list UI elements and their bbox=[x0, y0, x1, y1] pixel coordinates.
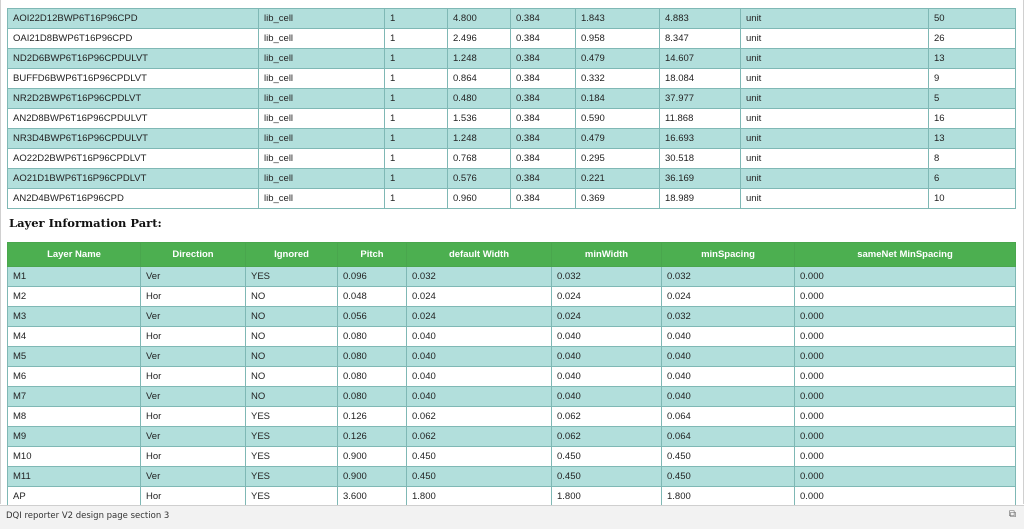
table-cell: Ver bbox=[141, 267, 246, 287]
table-cell: M4 bbox=[8, 327, 141, 347]
table-cell: 0.062 bbox=[407, 427, 552, 447]
table-cell: 1 bbox=[385, 109, 448, 129]
table-cell: 0.024 bbox=[552, 307, 662, 327]
table-cell: BUFFD6BWP6T16P96CPDLVT bbox=[8, 69, 259, 89]
table-cell: 11.868 bbox=[660, 109, 741, 129]
table-cell: 0.384 bbox=[511, 189, 576, 209]
table-cell: Hor bbox=[141, 287, 246, 307]
table-cell: lib_cell bbox=[259, 9, 385, 29]
table-cell: 0.900 bbox=[338, 447, 407, 467]
table-cell: 0.096 bbox=[338, 267, 407, 287]
table-cell: YES bbox=[246, 467, 338, 487]
table-cell: 0.024 bbox=[407, 307, 552, 327]
table-cell: Ver bbox=[141, 427, 246, 447]
table-cell: 0.040 bbox=[407, 387, 552, 407]
table-cell: 0.384 bbox=[511, 49, 576, 69]
table-cell: 0.064 bbox=[662, 407, 795, 427]
table-cell: 0.040 bbox=[662, 387, 795, 407]
cell-row bbox=[8, 129, 1016, 149]
table-cell: 5 bbox=[929, 89, 1016, 109]
table-cell: 0.000 bbox=[795, 347, 1016, 367]
table-cell: NO bbox=[246, 287, 338, 307]
layer-row bbox=[8, 387, 1016, 407]
table-cell: 0.450 bbox=[552, 467, 662, 487]
table-cell: 0.384 bbox=[511, 149, 576, 169]
table-cell: 0.032 bbox=[552, 267, 662, 287]
column-header: minSpacing bbox=[662, 243, 795, 267]
table-cell: 0.958 bbox=[576, 29, 660, 49]
table-cell: NO bbox=[246, 307, 338, 327]
table-cell: unit bbox=[741, 89, 929, 109]
layer-row bbox=[8, 327, 1016, 347]
table-cell: 0.062 bbox=[552, 427, 662, 447]
table-cell: unit bbox=[741, 149, 929, 169]
table-cell: AN2D8BWP6T16P96CPDULVT bbox=[8, 109, 259, 129]
table-cell: 0.000 bbox=[795, 487, 1016, 507]
table-cell: Hor bbox=[141, 327, 246, 347]
table-cell: unit bbox=[741, 129, 929, 149]
table-cell: 0.450 bbox=[552, 447, 662, 467]
table-cell: M5 bbox=[8, 347, 141, 367]
table-cell: 0.048 bbox=[338, 287, 407, 307]
table-cell: 1 bbox=[385, 169, 448, 189]
table-cell: 0.479 bbox=[576, 49, 660, 69]
table-cell: 3.600 bbox=[338, 487, 407, 507]
table-cell: 30.518 bbox=[660, 149, 741, 169]
table-cell: NR3D4BWP6T16P96CPDULVT bbox=[8, 129, 259, 149]
table-cell: 8.347 bbox=[660, 29, 741, 49]
table-cell: OAI21D8BWP6T16P96CPD bbox=[8, 29, 259, 49]
table-cell: 0.000 bbox=[795, 327, 1016, 347]
table-cell: 0.864 bbox=[448, 69, 511, 89]
table-cell: lib_cell bbox=[259, 129, 385, 149]
table-cell: 0.000 bbox=[795, 407, 1016, 427]
table-cell: 1.800 bbox=[407, 487, 552, 507]
table-cell: AN2D4BWP6T16P96CPD bbox=[8, 189, 259, 209]
table-cell: 0.384 bbox=[511, 89, 576, 109]
status-text: DQI reporter V2 design page section 3 bbox=[6, 511, 170, 521]
cell-usage-table bbox=[7, 8, 1016, 209]
table-header-row bbox=[8, 243, 1016, 267]
layer-row bbox=[8, 307, 1016, 327]
table-cell: NR2D2BWP6T16P96CPDLVT bbox=[8, 89, 259, 109]
table-cell: 0.024 bbox=[407, 287, 552, 307]
table-cell: 1 bbox=[385, 9, 448, 29]
table-cell: AP bbox=[8, 487, 141, 507]
table-cell: unit bbox=[741, 109, 929, 129]
table-cell: 0.080 bbox=[338, 387, 407, 407]
table-cell: unit bbox=[741, 29, 929, 49]
table-cell: lib_cell bbox=[259, 189, 385, 209]
table-cell: 4.800 bbox=[448, 9, 511, 29]
table-cell: 50 bbox=[929, 9, 1016, 29]
table-cell: Hor bbox=[141, 407, 246, 427]
table-cell: 36.169 bbox=[660, 169, 741, 189]
table-cell: 1 bbox=[385, 49, 448, 69]
table-cell: lib_cell bbox=[259, 109, 385, 129]
table-cell: 0.064 bbox=[662, 427, 795, 447]
table-cell: lib_cell bbox=[259, 49, 385, 69]
table-cell: 0.126 bbox=[338, 427, 407, 447]
table-cell: 0.384 bbox=[511, 9, 576, 29]
table-cell: lib_cell bbox=[259, 149, 385, 169]
table-cell: 0.032 bbox=[662, 307, 795, 327]
layer-row bbox=[8, 407, 1016, 427]
table-cell: Ver bbox=[141, 347, 246, 367]
table-cell: 1.800 bbox=[552, 487, 662, 507]
table-cell: 1 bbox=[385, 89, 448, 109]
table-cell: M8 bbox=[8, 407, 141, 427]
table-cell: 0.040 bbox=[662, 347, 795, 367]
status-bar bbox=[0, 505, 1024, 529]
column-header: Pitch bbox=[338, 243, 407, 267]
resize-grip-icon[interactable]: ⧉ bbox=[1008, 509, 1016, 520]
table-cell: 1.248 bbox=[448, 49, 511, 69]
layer-row bbox=[8, 367, 1016, 387]
table-cell: 0.000 bbox=[795, 287, 1016, 307]
table-cell: 13 bbox=[929, 129, 1016, 149]
table-cell: 14.607 bbox=[660, 49, 741, 69]
table-cell: 0.384 bbox=[511, 29, 576, 49]
table-cell: 0.768 bbox=[448, 149, 511, 169]
table-cell: 0.369 bbox=[576, 189, 660, 209]
table-cell: 0.040 bbox=[552, 367, 662, 387]
table-cell: 0.040 bbox=[662, 327, 795, 347]
table-cell: 0.000 bbox=[795, 447, 1016, 467]
table-cell: 8 bbox=[929, 149, 1016, 169]
table-cell: 0.040 bbox=[407, 367, 552, 387]
cell-row bbox=[8, 89, 1016, 109]
table-cell: 1 bbox=[385, 29, 448, 49]
table-cell: NO bbox=[246, 387, 338, 407]
table-cell: 0.384 bbox=[511, 109, 576, 129]
table-cell: 0.295 bbox=[576, 149, 660, 169]
table-cell: 0.450 bbox=[407, 447, 552, 467]
table-cell: Ver bbox=[141, 387, 246, 407]
table-cell: 0.000 bbox=[795, 267, 1016, 287]
table-cell: 0.450 bbox=[662, 447, 795, 467]
table-cell: 0.384 bbox=[511, 169, 576, 189]
table-cell: Ver bbox=[141, 467, 246, 487]
table-cell: YES bbox=[246, 407, 338, 427]
table-cell: 0.040 bbox=[552, 327, 662, 347]
table-cell: 1 bbox=[385, 129, 448, 149]
cell-row bbox=[8, 29, 1016, 49]
layer-row bbox=[8, 447, 1016, 467]
table-cell: 0.062 bbox=[407, 407, 552, 427]
table-cell: 0.480 bbox=[448, 89, 511, 109]
table-cell: 0.024 bbox=[552, 287, 662, 307]
table-cell: NO bbox=[246, 367, 338, 387]
table-cell: 1.248 bbox=[448, 129, 511, 149]
table-cell: 0.479 bbox=[576, 129, 660, 149]
table-cell: 0.000 bbox=[795, 467, 1016, 487]
table-cell: Ver bbox=[141, 307, 246, 327]
layer-row bbox=[8, 287, 1016, 307]
table-cell: 0.000 bbox=[795, 427, 1016, 447]
table-cell: 6 bbox=[929, 169, 1016, 189]
layer-row bbox=[8, 347, 1016, 367]
table-cell: 0.384 bbox=[511, 69, 576, 89]
table-cell: 0.900 bbox=[338, 467, 407, 487]
section-heading: Layer Information Part: bbox=[9, 216, 162, 230]
table-cell: unit bbox=[741, 169, 929, 189]
layer-row bbox=[8, 487, 1016, 507]
table-cell: YES bbox=[246, 487, 338, 507]
table-cell: NO bbox=[246, 327, 338, 347]
cell-row bbox=[8, 109, 1016, 129]
table-cell: Hor bbox=[141, 487, 246, 507]
table-cell: lib_cell bbox=[259, 169, 385, 189]
table-cell: unit bbox=[741, 9, 929, 29]
cell-row bbox=[8, 169, 1016, 189]
table-cell: 0.040 bbox=[552, 387, 662, 407]
table-cell: M9 bbox=[8, 427, 141, 447]
table-cell: YES bbox=[246, 427, 338, 447]
table-cell: 0.384 bbox=[511, 129, 576, 149]
table-cell: 0.080 bbox=[338, 327, 407, 347]
layer-row bbox=[8, 427, 1016, 447]
table-cell: 4.883 bbox=[660, 9, 741, 29]
table-cell: 0.024 bbox=[662, 287, 795, 307]
table-cell: 0.960 bbox=[448, 189, 511, 209]
table-cell: 26 bbox=[929, 29, 1016, 49]
table-cell: 1 bbox=[385, 189, 448, 209]
table-cell: M7 bbox=[8, 387, 141, 407]
table-cell: 1.536 bbox=[448, 109, 511, 129]
table-cell: YES bbox=[246, 267, 338, 287]
table-cell: 1 bbox=[385, 149, 448, 169]
table-cell: 16 bbox=[929, 109, 1016, 129]
table-cell: 0.000 bbox=[795, 387, 1016, 407]
table-cell: 0.332 bbox=[576, 69, 660, 89]
table-cell: 0.040 bbox=[407, 327, 552, 347]
table-cell: lib_cell bbox=[259, 29, 385, 49]
table-cell: Hor bbox=[141, 367, 246, 387]
table-cell: 0.221 bbox=[576, 169, 660, 189]
column-header: sameNet MinSpacing bbox=[795, 243, 1016, 267]
table-cell: 18.084 bbox=[660, 69, 741, 89]
table-cell: 0.450 bbox=[662, 467, 795, 487]
table-cell: M11 bbox=[8, 467, 141, 487]
table-cell: 0.040 bbox=[552, 347, 662, 367]
cell-row bbox=[8, 69, 1016, 89]
column-header: Direction bbox=[141, 243, 246, 267]
table-cell: AOI22D12BWP6T16P96CPD bbox=[8, 9, 259, 29]
table-cell: 1.843 bbox=[576, 9, 660, 29]
table-cell: AO21D1BWP6T16P96CPDLVT bbox=[8, 169, 259, 189]
cell-row bbox=[8, 49, 1016, 69]
table-cell: M2 bbox=[8, 287, 141, 307]
table-cell: 0.450 bbox=[407, 467, 552, 487]
table-cell: 16.693 bbox=[660, 129, 741, 149]
table-cell: 0.590 bbox=[576, 109, 660, 129]
table-cell: unit bbox=[741, 189, 929, 209]
table-cell: 0.576 bbox=[448, 169, 511, 189]
table-cell: 1.800 bbox=[662, 487, 795, 507]
layer-row bbox=[8, 467, 1016, 487]
table-cell: 9 bbox=[929, 69, 1016, 89]
table-cell: M1 bbox=[8, 267, 141, 287]
table-cell: lib_cell bbox=[259, 69, 385, 89]
table-cell: M6 bbox=[8, 367, 141, 387]
table-cell: M10 bbox=[8, 447, 141, 467]
table-cell: 0.062 bbox=[552, 407, 662, 427]
column-header: default Width bbox=[407, 243, 552, 267]
table-cell: 0.000 bbox=[795, 307, 1016, 327]
cell-row bbox=[8, 189, 1016, 209]
table-cell: 0.000 bbox=[795, 367, 1016, 387]
table-cell: 10 bbox=[929, 189, 1016, 209]
table-cell: NO bbox=[246, 347, 338, 367]
table-cell: 0.080 bbox=[338, 367, 407, 387]
table-cell: 0.032 bbox=[662, 267, 795, 287]
table-cell: lib_cell bbox=[259, 89, 385, 109]
table-cell: ND2D6BWP6T16P96CPDULVT bbox=[8, 49, 259, 69]
table-cell: 0.126 bbox=[338, 407, 407, 427]
table-cell: unit bbox=[741, 69, 929, 89]
table-cell: 0.040 bbox=[662, 367, 795, 387]
column-header: Ignored bbox=[246, 243, 338, 267]
layer-row bbox=[8, 267, 1016, 287]
table-cell: YES bbox=[246, 447, 338, 467]
table-cell: 0.056 bbox=[338, 307, 407, 327]
table-cell: 18.989 bbox=[660, 189, 741, 209]
table-cell: M3 bbox=[8, 307, 141, 327]
layer-info-table bbox=[7, 242, 1016, 507]
cell-row bbox=[8, 9, 1016, 29]
cell-row bbox=[8, 149, 1016, 169]
table-cell: unit bbox=[741, 49, 929, 69]
table-cell: 1 bbox=[385, 69, 448, 89]
table-cell: 0.032 bbox=[407, 267, 552, 287]
table-cell: 37.977 bbox=[660, 89, 741, 109]
table-cell: 13 bbox=[929, 49, 1016, 69]
table-cell: Hor bbox=[141, 447, 246, 467]
table-cell: 2.496 bbox=[448, 29, 511, 49]
column-header: minWidth bbox=[552, 243, 662, 267]
table-cell: 0.080 bbox=[338, 347, 407, 367]
table-cell: 0.184 bbox=[576, 89, 660, 109]
table-cell: 0.040 bbox=[407, 347, 552, 367]
table-cell: AO22D2BWP6T16P96CPDLVT bbox=[8, 149, 259, 169]
column-header: Layer Name bbox=[8, 243, 141, 267]
